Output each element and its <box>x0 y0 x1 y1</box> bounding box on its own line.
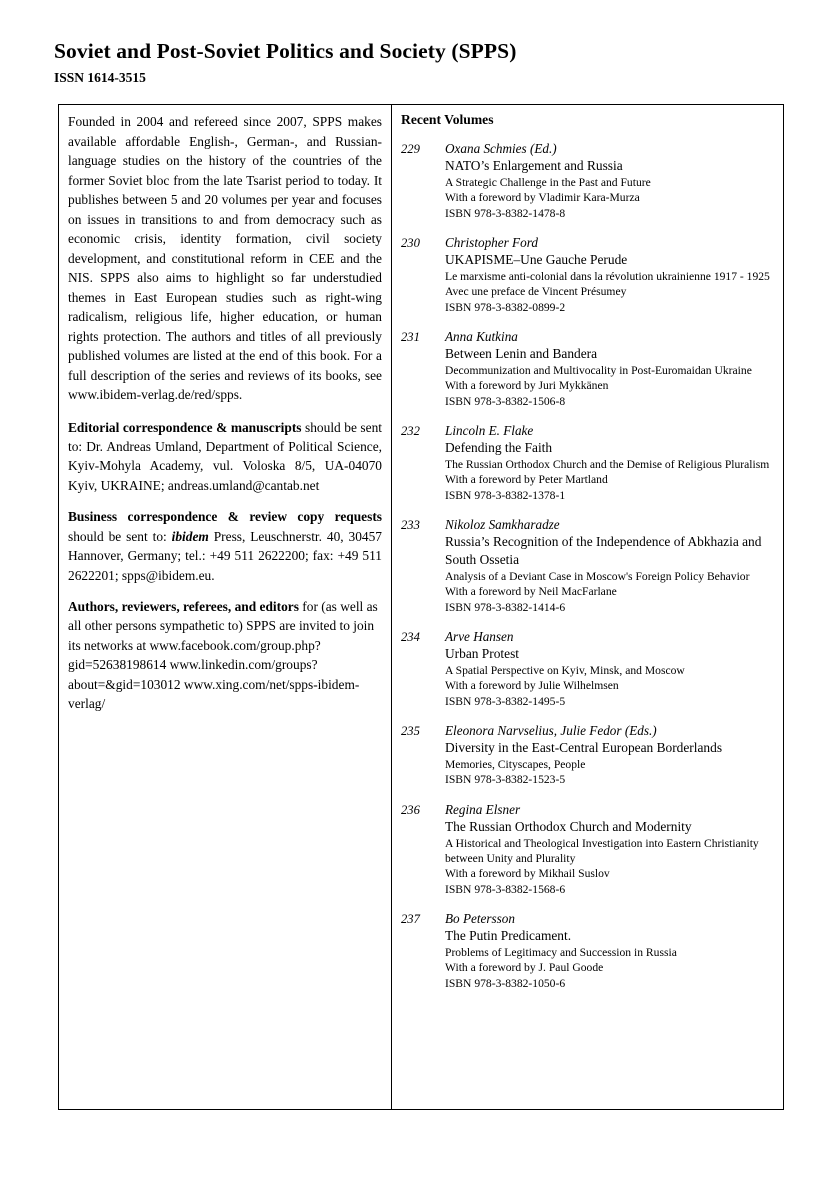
volume-isbn: ISBN 978-3-8382-1568-6 <box>445 882 566 896</box>
volume-author: Lincoln E. Flake <box>445 423 534 439</box>
volume-number: 232 <box>401 424 420 439</box>
volume-author: Oxana Schmies (Ed.) <box>445 141 557 156</box>
page-title: Soviet and Post-Soviet Politics and Society (SPPS) <box>54 39 517 63</box>
volume-details <box>445 140 775 221</box>
volume-author: Eleonora Narvselius, Julie Fedor (Eds.) <box>445 723 657 739</box>
volume-subtitle: Memories, Cityscapes, People <box>445 757 586 771</box>
volume-title: The Putin Predicament. <box>445 928 572 944</box>
volume-entry <box>401 234 775 315</box>
volume-isbn: ISBN 978-3-8382-1050-6 <box>445 976 566 990</box>
recent-volumes-heading: Recent Volumes <box>401 112 494 127</box>
volume-isbn: ISBN 978-3-8382-1414-6 <box>445 600 566 614</box>
recent-volumes-column <box>392 105 783 1109</box>
volume-foreword: With a foreword by Julie Wilhelmsen <box>445 679 619 693</box>
volume-entry <box>401 140 775 221</box>
volume-entry <box>401 328 775 409</box>
volume-entry <box>401 422 775 503</box>
business-lead: Business correspondence & review copy requests <box>68 509 382 525</box>
volume-details <box>445 910 775 991</box>
volume-number: 229 <box>401 142 420 156</box>
volume-foreword: With a foreword by Juri Mykkänen <box>445 379 609 393</box>
volume-title: Diversity in the East-Central European Borderlands <box>445 740 723 756</box>
volume-subtitle: The Russian Orthodox Church and the Demise of Religious Pluralism <box>445 458 770 472</box>
volume-author: Regina Elsner <box>445 801 521 817</box>
volume-isbn: ISBN 978-3-8382-1478-8 <box>445 206 566 220</box>
paragraph-editorial <box>68 418 382 496</box>
volume-entry <box>401 516 775 615</box>
volume-entry <box>401 910 775 991</box>
volume-title: Between Lenin and Bandera <box>445 346 598 362</box>
paragraph-about: Founded in 2004 and refereed since 2007, SPPS makes available affordable English-, German-, and Russian-language studies on the history of the countries of the former Soviet bloc from the late Tsarist period to today. It publishes between 5 and 20 volumes per year and focuses on issues in transitions to and from democracy such as economic crisis, identity formation, civil society development, and constitutional reform in CEE and the NIS. SPPS also aims to highlight so far understudied themes in East European studies such as right-wing radicalism, religious life, higher education, or human rights protection. The authors and titles of all previously published volumes are listed at the end of this book. For a full description of the series and reviews of its books, see www.ibidem-verlag.de/red/spps. <box>68 114 382 402</box>
paragraph-business <box>68 507 382 585</box>
volume-title: The Russian Orthodox Church and Modernity <box>445 818 692 834</box>
volume-title: Urban Protest <box>445 646 520 662</box>
volume-subtitle: Le marxisme anti-colonial dans la révolution ukrainienne 1917 - 1925 <box>445 269 770 283</box>
volume-details <box>445 422 775 503</box>
volume-isbn: ISBN 978-3-8382-1523-5 <box>445 773 566 787</box>
volume-isbn: ISBN 978-3-8382-1378-1 <box>445 488 566 502</box>
volume-title: Defending the Faith <box>445 440 553 456</box>
volume-title: NATO’s Enlargement and Russia <box>445 158 623 174</box>
volume-title: Russia’s Recognition of the Independence of Abkhazia and South Ossetia <box>445 534 762 568</box>
volume-author: Nikoloz Samkharadze <box>445 517 560 533</box>
volume-author: Anna Kutkina <box>445 329 518 345</box>
volume-foreword: With a foreword by Mikhail Suslov <box>445 867 610 881</box>
volume-number: 236 <box>401 802 420 817</box>
business-text: should be sent to: ibidem Press, Leuschnerstr. 40, 30457 Hannover, Germany; tel.: +49 511 2622200; fax: +49 511 2622201; spps@ibidem.eu. <box>68 528 382 583</box>
volume-isbn: ISBN 978-3-8382-1506-8 <box>445 394 566 408</box>
volume-entry <box>401 628 775 709</box>
volume-number: 237 <box>401 912 420 927</box>
volume-details <box>445 516 775 615</box>
volume-details <box>445 328 775 409</box>
series-description-column <box>59 105 392 1109</box>
volume-author: Christopher Ford <box>445 235 538 251</box>
volume-details <box>445 801 775 897</box>
volume-isbn: ISBN 978-3-8382-0899-2 <box>445 300 566 314</box>
volume-details <box>445 628 775 709</box>
volume-foreword: With a foreword by Peter Martland <box>445 473 608 487</box>
volume-entry <box>401 801 775 897</box>
series-header <box>54 40 794 86</box>
paragraph-authors <box>68 597 382 714</box>
volume-details <box>445 234 775 315</box>
volume-number: 233 <box>401 518 420 533</box>
content-frame <box>58 104 784 1110</box>
volume-isbn: ISBN 978-3-8382-1495-5 <box>445 694 566 708</box>
volume-subtitle: A Strategic Challenge in the Past and Future <box>445 175 651 189</box>
volume-number: 230 <box>401 236 420 251</box>
volume-number: 231 <box>401 330 420 345</box>
authors-text: for (as well as all other persons sympathetic to) SPPS are invited to join its networks at www.facebook.com/group.php?gid=52638198614 www.linkedin.com/groups?about=&gid=103012 www.xing.com/net/spps-ibidem-verlag/ <box>68 599 378 712</box>
editorial-text: should be sent to: Dr. Andreas Umland, Department of Political Science, Kyiv-Mohyla Academy, vul. Voloska 8/5, UA-04070 Kyiv, UKRAINE; andreas.umland@cantab.net <box>68 419 382 493</box>
volume-number: 235 <box>401 724 420 739</box>
volume-title: UKAPISME–Une Gauche Perude <box>445 252 628 268</box>
volume-subtitle: Problems of Legitimacy and Succession in Russia <box>445 946 677 960</box>
editorial-lead: Editorial correspondence & manuscripts <box>68 419 302 435</box>
volume-details <box>445 722 775 788</box>
volume-foreword: With a foreword by Neil MacFarlane <box>445 585 617 599</box>
volume-entry <box>401 722 775 788</box>
volume-author: Bo Petersson <box>445 911 515 927</box>
authors-lead: Authors, reviewers, referees, and editors <box>68 599 299 614</box>
volume-subtitle: Analysis of a Deviant Case in Moscow's Foreign Policy Behavior <box>445 569 750 583</box>
volume-author: Arve Hansen <box>445 629 514 644</box>
volume-foreword: Avec une preface de Vincent Présumey <box>445 285 627 299</box>
volume-subtitle: A Historical and Theological Investigation into Eastern Christianity between Unity and Plurality <box>445 836 759 865</box>
series-issn: ISSN 1614-3515 <box>54 69 146 85</box>
volume-foreword: With a foreword by J. Paul Goode <box>445 961 604 975</box>
volume-foreword: With a foreword by Vladimir Kara-Murza <box>445 191 640 205</box>
volume-subtitle: A Spatial Perspective on Kyiv, Minsk, and Moscow <box>445 663 685 677</box>
publisher-name: ibidem <box>171 528 209 544</box>
volume-subtitle: Decommunization and Multivocality in Post-Euromaidan Ukraine <box>445 363 752 377</box>
volume-number: 234 <box>401 630 420 644</box>
